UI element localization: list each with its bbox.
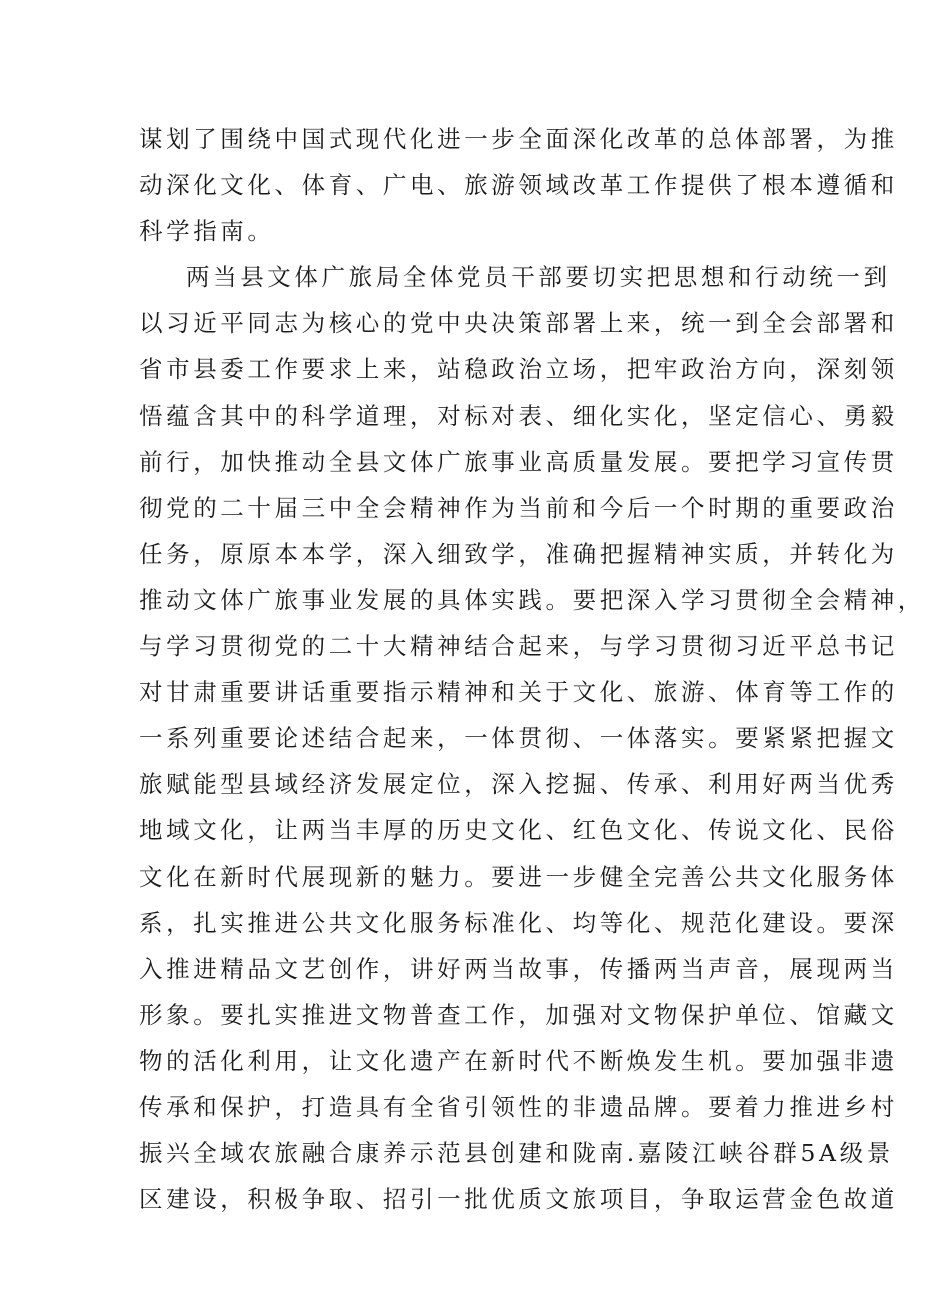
text-line: 推动文体广旅事业发展的具体实践。要把深入学习贯彻全会精神， xyxy=(139,585,925,614)
text-line: 彻党的二十届三中全会精神作为当前和今后一个时期的重要政治 xyxy=(139,493,898,522)
body-text xyxy=(139,116,925,1222)
text-line: 振兴全域农旅融合康养示范县创建和陇南.嘉陵江峡谷群5A级景 xyxy=(139,1139,894,1168)
text-line: 系，扎实推进公共文化服务标准化、均等化、规范化建设。要深 xyxy=(139,908,898,937)
paragraph-first-line: 两当县文体广旅局全体党员干部要切实把思想和行动统一到 xyxy=(186,263,891,292)
text-line: 谋划了围绕中国式现代化进一步全面深化改革的总体部署，为推 xyxy=(139,125,898,153)
text-line: 悟蕴含其中的科学道理，对标对表、细化实化，坚定信心、勇毅 xyxy=(139,401,898,430)
text-line: 以习近平同志为核心的党中央决策部署上来，统一到全会部署和 xyxy=(139,309,898,338)
text-line: 物的活化利用，让文化遗产在新时代不断焕发生机。要加强非遗 xyxy=(139,1046,898,1075)
text-line: 文化在新时代展现新的魅力。要进一步健全完善公共文化服务体 xyxy=(139,862,898,891)
text-line: 入推进精品文艺创作，讲好两当故事，传播两当声音，展现两当 xyxy=(139,954,898,983)
text-line: 前行，加快推动全县文体广旅事业高质量发展。要把学习宣传贯 xyxy=(139,447,898,476)
text-line: 科学指南。 xyxy=(139,217,275,246)
text-line: 一系列重要论述结合起来，一体贯彻、一体落实。要紧紧把握文 xyxy=(139,724,898,753)
text-line: 与学习贯彻党的二十大精神结合起来，与学习贯彻习近平总书记 xyxy=(139,632,898,661)
text-line: 区建设，积极争取、招引一批优质文旅项目，争取运营金色故道 xyxy=(139,1185,898,1214)
text-line: 任务，原原本本学，深入细致学，准确把握精神实质，并转化为 xyxy=(139,539,898,568)
text-line: 省市县委工作要求上来，站稳政治立场，把牢政治方向，深刻领 xyxy=(139,355,898,384)
text-line: 旅赋能型县域经济发展定位，深入挖掘、传承、利用好两当优秀 xyxy=(139,770,898,799)
text-line: 形象。要扎实推进文物普查工作，加强对文物保护单位、馆藏文 xyxy=(139,1000,898,1029)
text-line: 传承和保护，打造具有全省引领性的非遗品牌。要着力推进乡村 xyxy=(139,1092,898,1121)
text-line: 动深化文化、体育、广电、旅游领域改革工作提供了根本遵循和 xyxy=(139,171,898,200)
text-line: 对甘肃重要讲话重要指示精神和关于文化、旅游、体育等工作的 xyxy=(139,678,898,707)
text-line: 地域文化，让两当丰厚的历史文化、红色文化、传说文化、民俗 xyxy=(139,816,898,845)
